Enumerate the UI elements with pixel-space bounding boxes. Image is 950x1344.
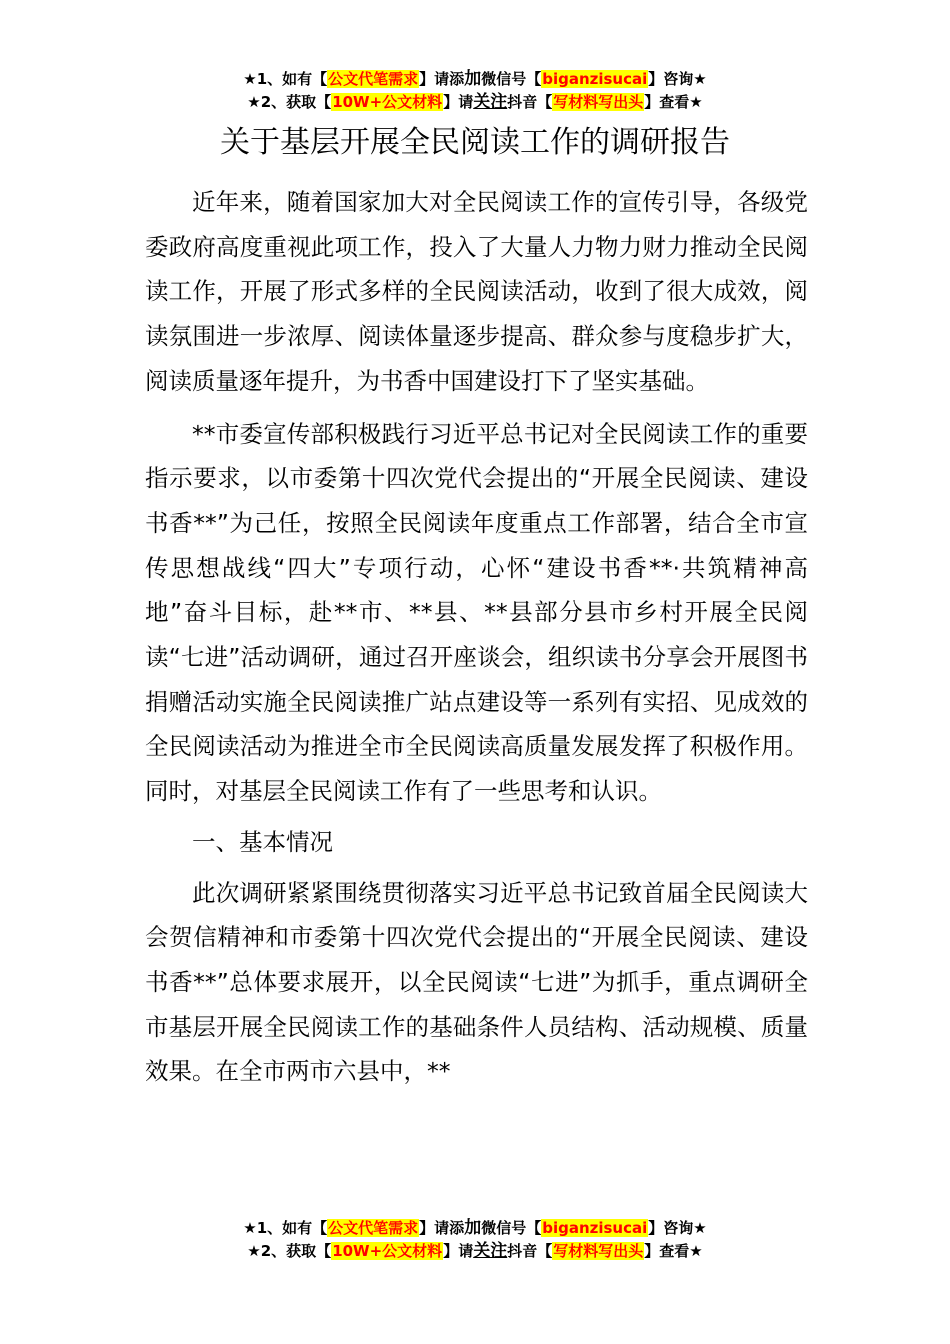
banner-line-1: [0, 68, 950, 91]
banner-text: 】查看★: [644, 93, 703, 111]
paragraph: 此次调研紧紧围绕贯彻落实习近平总书记致首届全民阅读大会贺信精神和市委第十四次党代会提出的“开展全民阅读、建设书香**”总体要求展开，以全民阅读“七进”为抓手，重点调研全市基层开展全民阅读工作的基础条件人员结构、活动规模、质量效果。在全市两市六县中，**: [145, 878, 808, 1086]
banner-highlight: 10W+公文材料: [332, 1242, 443, 1260]
banner-highlight: 公文代笔需求: [328, 1219, 419, 1237]
banner-text: ★1、如有【: [243, 1219, 328, 1237]
banner-text: 】请: [443, 1242, 474, 1260]
paragraph: **市委宣传部积极践行习近平总书记对全民阅读工作的重要指示要求，以市委第十四次党代会提出的“开展全民阅读、建设书香**”为己任，按照全民阅读年度重点工作部署，结合全市宣传思想战线“四大”专项行动，心怀“建设书香**·共筑精神高地”奋斗目标，赴**市、**县、**县部分县市乡村开展全民阅读“七进”活动调研，通过召开座谈会，组织读书分享会开展图书捐赠活动实施全民阅读推广站点建设等一系列有实招、见成效的全民阅读活动为推进全市全民阅读高质量发展发挥了积极作用。同时，对基层全民阅读工作有了一些思考和认识。: [145, 419, 808, 806]
banner-text: 微信号【: [481, 1219, 542, 1237]
banner-emphasis: 关注: [473, 1241, 508, 1261]
banner-text: 抖音【: [507, 1242, 553, 1260]
banner-highlight: biganzisucai: [542, 1219, 648, 1237]
banner-text: ★2、获取【: [247, 93, 332, 111]
banner-text: 】请添: [419, 1219, 465, 1237]
document-title: 关于基层开展全民阅读工作的调研报告: [220, 125, 730, 160]
banner-line-2: [0, 91, 950, 114]
banner-highlight: 公文代笔需求: [328, 70, 419, 88]
banner-text: 抖音【: [507, 93, 553, 111]
banner-emphasis: 关注: [473, 92, 508, 112]
banner-text: 】咨询★: [648, 1219, 707, 1237]
section-heading: 一、基本情况: [192, 827, 333, 856]
banner-text: 】查看★: [644, 1242, 703, 1260]
banner-text: 】请添: [419, 70, 465, 88]
top-banner: [0, 68, 950, 114]
bottom-banner: [0, 1217, 950, 1263]
banner-line-1: [0, 1217, 950, 1240]
banner-text: 】咨询★: [648, 70, 707, 88]
banner-highlight: biganzisucai: [542, 70, 648, 88]
banner-text: ★2、获取【: [247, 1242, 332, 1260]
banner-text: 微信号【: [481, 70, 542, 88]
banner-text: ★1、如有【: [243, 70, 328, 88]
banner-line-2: [0, 1240, 950, 1263]
paragraph: 近年来，随着国家加大对全民阅读工作的宣传引导，各级党委政府高度重视此项工作，投入了大量人力物力财力推动全民阅读工作，开展了形式多样的全民阅读活动，收到了很大成效，阅读氛围进一步浓厚、阅读体量逐步提高、群众参与度稳步扩大，阅读质量逐年提升，为书香中国建设打下了坚实基础。: [145, 188, 808, 395]
banner-highlight: 写材料写出头: [553, 93, 644, 111]
banner-text: 】请: [443, 93, 474, 111]
banner-highlight: 写材料写出头: [553, 1242, 644, 1260]
document-body: [145, 180, 808, 1094]
banner-highlight: 10W+公文材料: [332, 93, 443, 111]
banner-emphasis: 加: [464, 1218, 482, 1238]
banner-emphasis: 加: [464, 69, 482, 89]
